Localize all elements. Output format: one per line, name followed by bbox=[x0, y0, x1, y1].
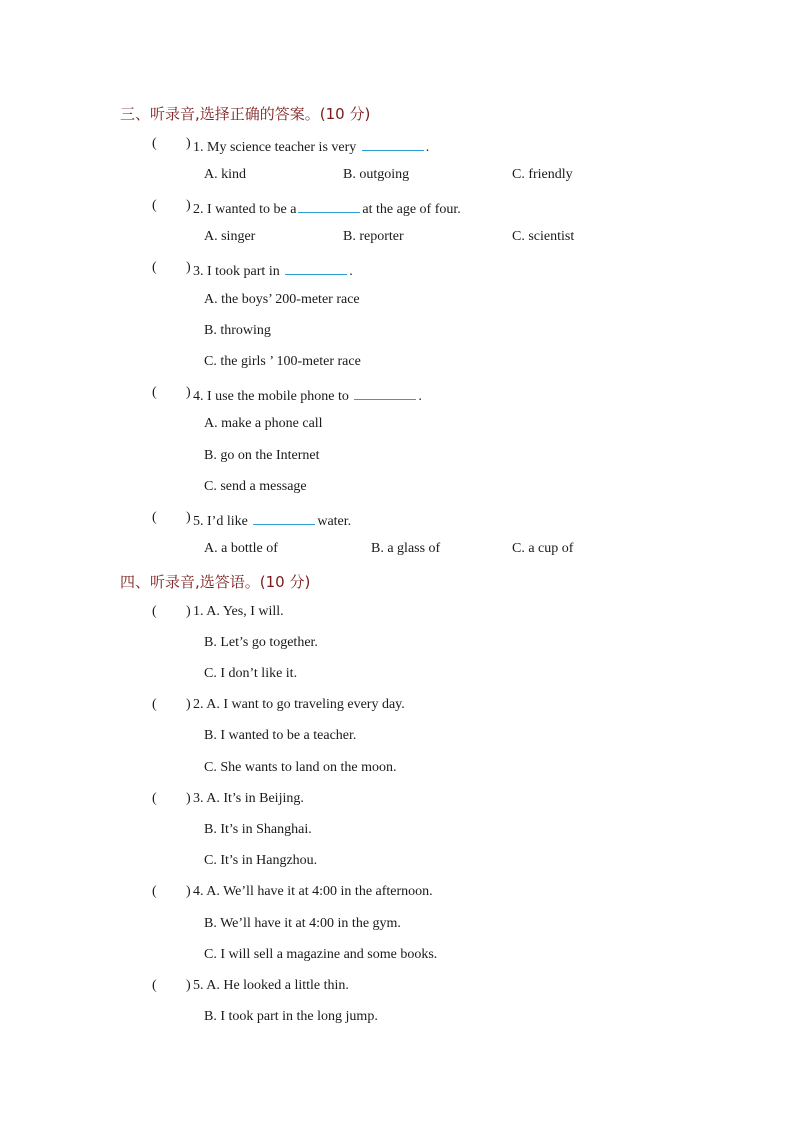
question-text bbox=[193, 510, 351, 530]
option-a[interactable]: A. a bottle of bbox=[204, 541, 278, 556]
answer-paren-open[interactable]: ( bbox=[152, 604, 157, 619]
question-text bbox=[193, 136, 429, 156]
option-b[interactable]: B. It’s in Shanghai. bbox=[204, 822, 312, 837]
fill-blank[interactable] bbox=[253, 510, 315, 525]
option-a[interactable]: A. the boys’ 200-meter race bbox=[204, 292, 360, 307]
question-stem-end: . bbox=[349, 264, 353, 279]
question-number: 1. bbox=[193, 604, 204, 619]
answer-paren-close: ) bbox=[186, 385, 191, 400]
fill-blank[interactable] bbox=[298, 198, 360, 213]
answer-paren-open[interactable]: ( bbox=[152, 510, 157, 525]
answer-paren-close: ) bbox=[186, 510, 191, 525]
answer-paren-close: ) bbox=[186, 884, 191, 899]
question-stem: My science teacher is very bbox=[207, 140, 357, 155]
option-b[interactable]: B. I wanted to be a teacher. bbox=[204, 728, 357, 743]
question-number: 5. bbox=[193, 978, 204, 993]
question-stem: I took part in bbox=[207, 264, 280, 279]
answer-paren-open[interactable]: ( bbox=[152, 385, 157, 400]
question-stem-end: water. bbox=[317, 514, 352, 529]
option-c[interactable]: C. It’s in Hangzhou. bbox=[204, 853, 318, 868]
option-c[interactable]: C. a cup of bbox=[512, 541, 574, 556]
option-c[interactable]: C. the girls ’ 100-meter race bbox=[204, 354, 361, 369]
question-text bbox=[193, 791, 304, 807]
option-b[interactable]: B. I took part in the long jump. bbox=[204, 1009, 378, 1024]
answer-paren-open[interactable]: ( bbox=[152, 697, 157, 712]
option-b[interactable]: B. Let’s go together. bbox=[204, 635, 318, 650]
option-c[interactable]: C. friendly bbox=[512, 167, 573, 182]
question-stem-end: . bbox=[425, 140, 430, 155]
option-a[interactable]: A. singer bbox=[204, 229, 256, 244]
section3-title: 三、听录音,选择正确的答案。(10 分) bbox=[120, 105, 371, 123]
question-stem: I’d like bbox=[207, 514, 248, 529]
question-number: 4. bbox=[193, 389, 204, 404]
question-text bbox=[193, 604, 284, 620]
question-text bbox=[193, 260, 353, 280]
answer-paren-open[interactable]: ( bbox=[152, 260, 157, 275]
option-a[interactable]: A. make a phone call bbox=[204, 416, 323, 431]
option-a[interactable]: A. Yes, I will. bbox=[206, 604, 284, 619]
answer-paren-close: ) bbox=[186, 198, 191, 213]
question-text bbox=[193, 385, 422, 405]
answer-paren-close: ) bbox=[186, 604, 191, 619]
option-b[interactable]: B. throwing bbox=[204, 323, 271, 338]
option-b[interactable]: B. go on the Internet bbox=[204, 448, 320, 463]
question-number: 5. bbox=[193, 514, 204, 529]
question-number: 2. bbox=[193, 697, 204, 712]
option-c[interactable]: C. send a message bbox=[204, 479, 307, 494]
answer-paren-open[interactable]: ( bbox=[152, 884, 157, 899]
option-b[interactable]: B. a glass of bbox=[371, 541, 441, 556]
answer-paren-open[interactable]: ( bbox=[152, 978, 157, 993]
question-stem-end: at the age of four. bbox=[362, 202, 461, 217]
answer-paren-close: ) bbox=[186, 260, 191, 275]
answer-paren-close: ) bbox=[186, 136, 191, 151]
fill-blank[interactable] bbox=[362, 136, 424, 151]
fill-blank[interactable] bbox=[285, 260, 347, 275]
answer-paren-open[interactable]: ( bbox=[152, 198, 157, 213]
question-number: 4. bbox=[193, 884, 204, 899]
question-number: 1. bbox=[193, 140, 204, 155]
answer-paren-open[interactable]: ( bbox=[152, 136, 157, 151]
answer-paren-open[interactable]: ( bbox=[152, 791, 157, 806]
answer-paren-close: ) bbox=[186, 978, 191, 993]
question-number: 2. bbox=[193, 202, 204, 217]
option-a[interactable]: A. I want to go traveling every day. bbox=[206, 697, 405, 712]
question-text bbox=[193, 978, 349, 994]
question-number: 3. bbox=[193, 264, 204, 279]
answer-paren-close: ) bbox=[186, 697, 191, 712]
question-text bbox=[193, 884, 433, 900]
option-b[interactable]: B. We’ll have it at 4:00 in the gym. bbox=[204, 916, 401, 931]
option-a[interactable]: A. It’s in Beijing. bbox=[206, 791, 304, 806]
option-c[interactable]: C. I will sell a magazine and some books. bbox=[204, 947, 438, 962]
question-number: 3. bbox=[193, 791, 204, 806]
option-a[interactable]: A. We’ll have it at 4:00 in the afternoon. bbox=[206, 884, 433, 899]
option-c[interactable]: C. She wants to land on the moon. bbox=[204, 760, 397, 775]
option-b[interactable]: B. reporter bbox=[343, 229, 404, 244]
question-stem-end: . bbox=[418, 389, 422, 404]
answer-paren-close: ) bbox=[186, 791, 191, 806]
option-b[interactable]: B. outgoing bbox=[343, 167, 410, 182]
option-c[interactable]: C. I don’t like it. bbox=[204, 666, 298, 681]
question-stem: I use the mobile phone to bbox=[207, 389, 349, 404]
question-stem: I wanted to be a bbox=[207, 202, 297, 217]
question-text bbox=[193, 198, 461, 218]
option-a[interactable]: A. He looked a little thin. bbox=[206, 978, 349, 993]
question-text bbox=[193, 697, 405, 713]
fill-blank[interactable] bbox=[354, 385, 416, 400]
section4-title: 四、听录音,选答语。(10 分) bbox=[120, 573, 311, 591]
option-a[interactable]: A. kind bbox=[204, 167, 246, 182]
option-c[interactable]: C. scientist bbox=[512, 229, 575, 244]
